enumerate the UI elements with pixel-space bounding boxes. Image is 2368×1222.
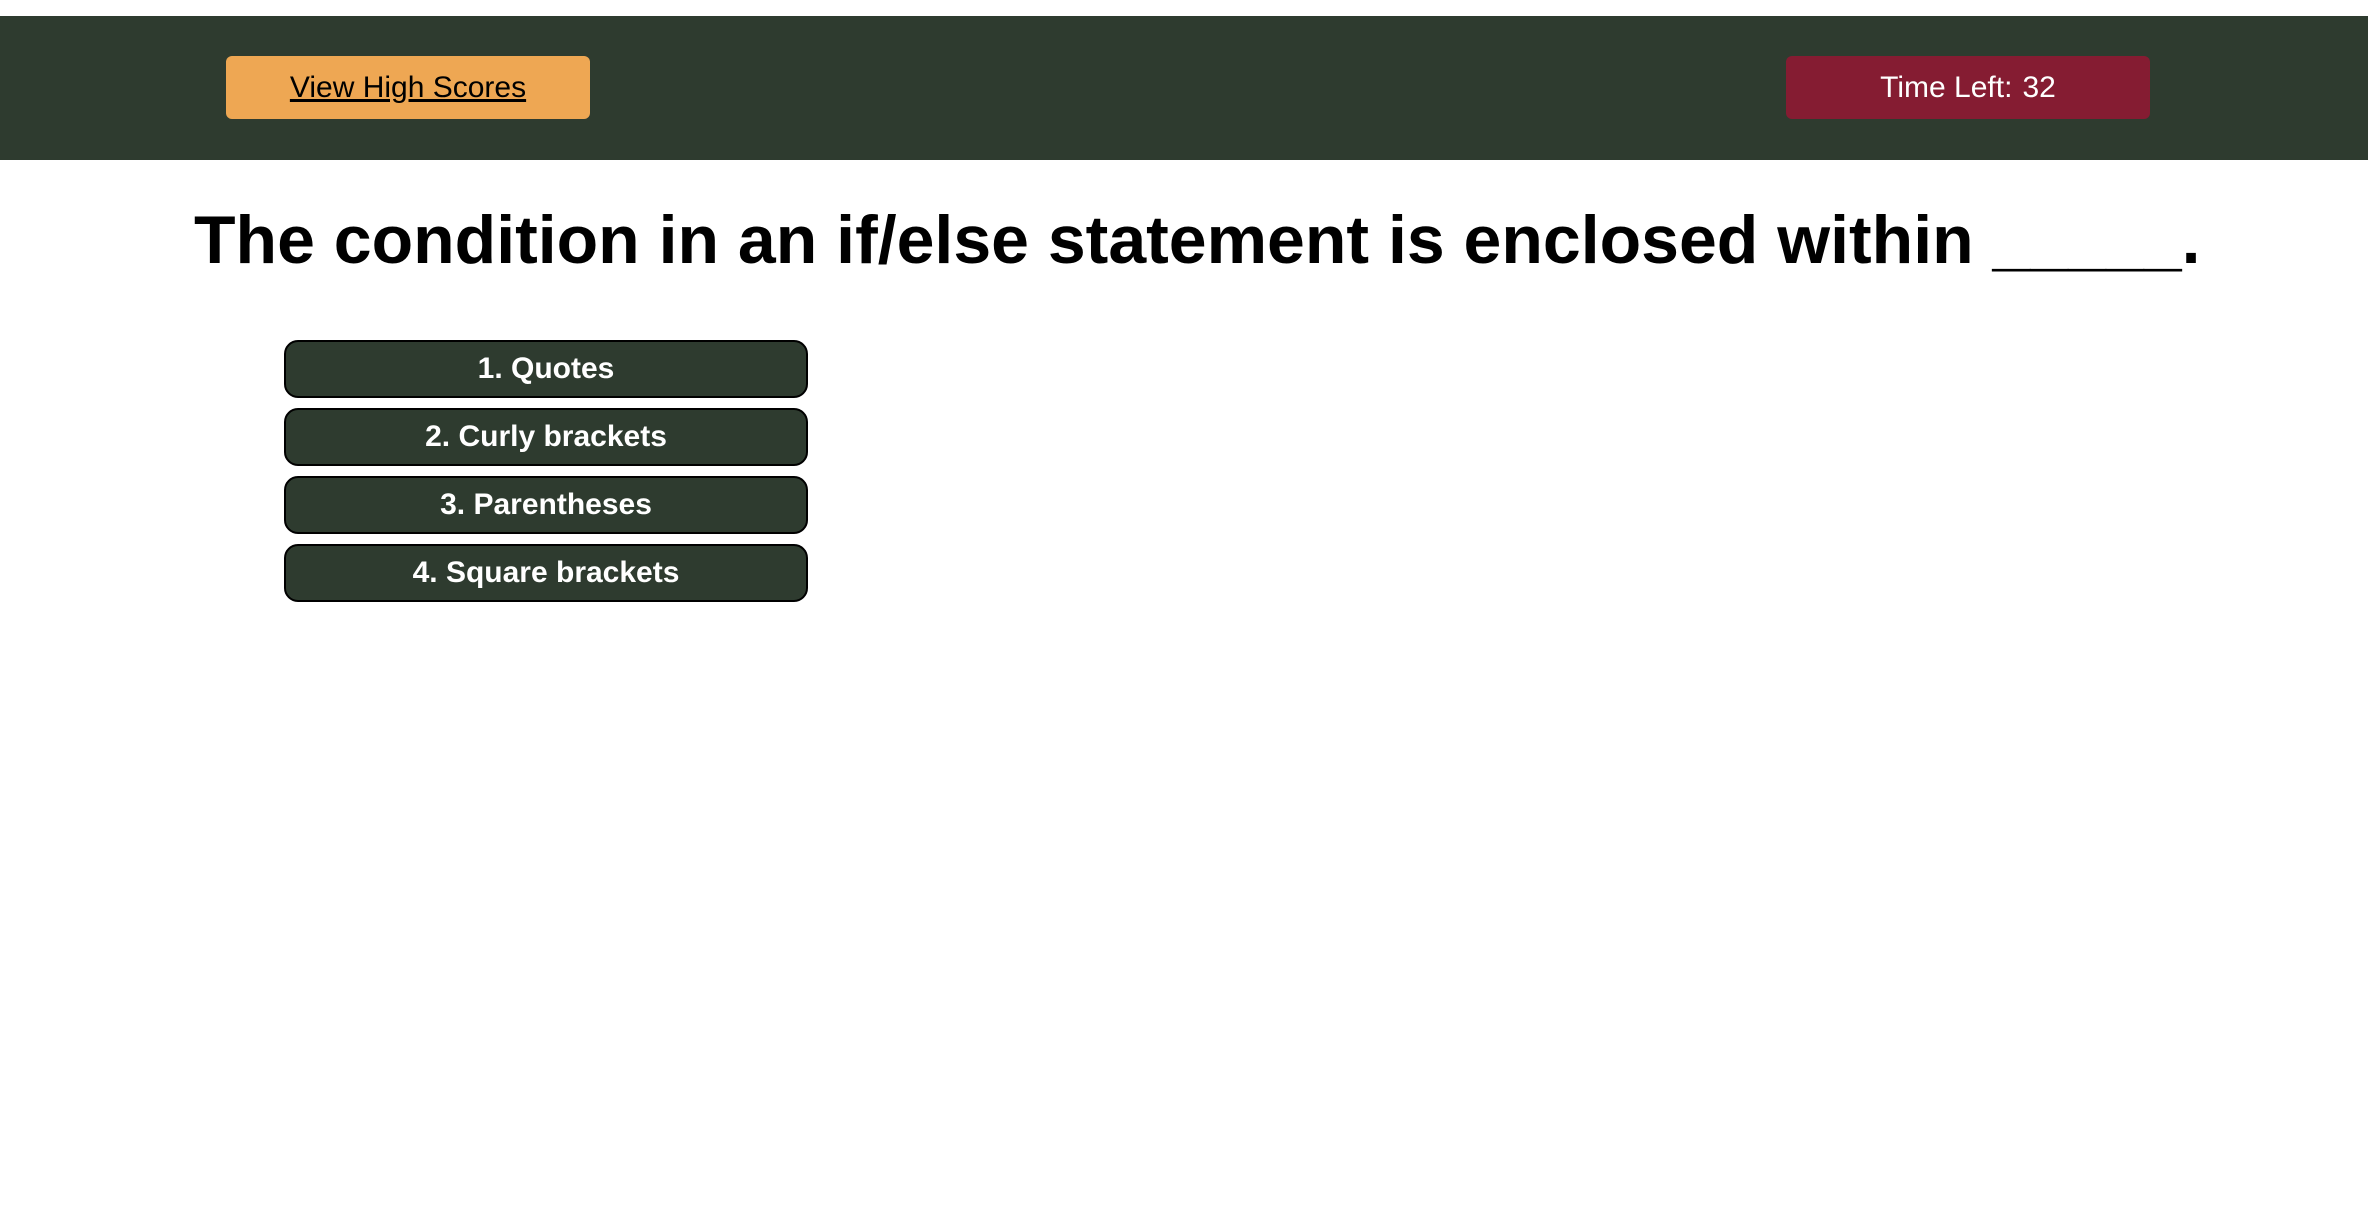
header-bar bbox=[0, 16, 2368, 160]
answer-button-3[interactable]: 3. Parentheses bbox=[284, 476, 808, 534]
timer-label: Time Left: bbox=[1880, 70, 2013, 104]
answer-button-1[interactable]: 1. Quotes bbox=[284, 340, 808, 398]
answer-button-2[interactable]: 2. Curly brackets bbox=[284, 408, 808, 466]
answer-button-4[interactable]: 4. Square brackets bbox=[284, 544, 808, 602]
timer-badge bbox=[1786, 56, 2150, 119]
question-text: The condition in an if/else statement is enclosed within _____. bbox=[194, 202, 2201, 278]
view-high-scores-link[interactable] bbox=[226, 56, 590, 119]
answer-list bbox=[284, 340, 808, 602]
timer-value: 32 bbox=[2022, 70, 2056, 104]
view-high-scores-label: View High Scores bbox=[289, 70, 527, 104]
